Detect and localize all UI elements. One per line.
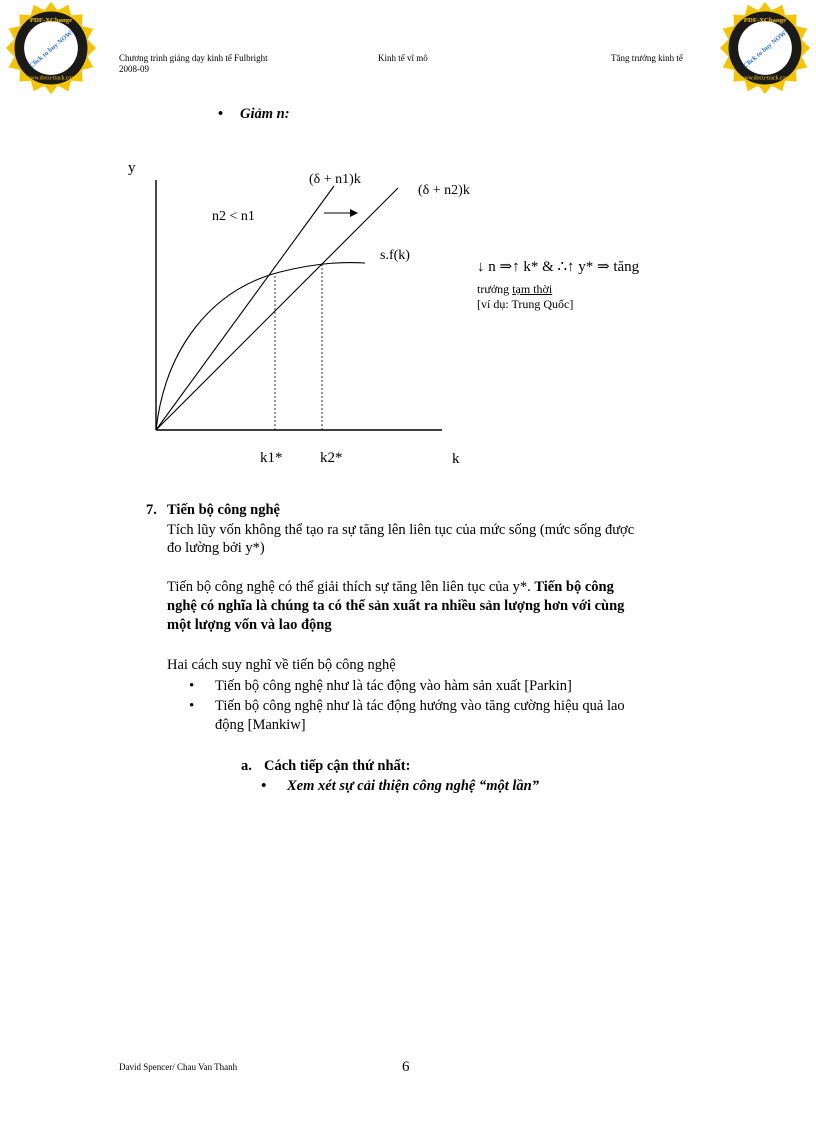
- para2-bold: Tiến bộ công: [534, 579, 614, 595]
- section-bullet-decrease-n: [218, 105, 290, 123]
- section7-para2-line1: [167, 578, 614, 596]
- badge-ring-text: PDF-XChange: [29, 17, 73, 25]
- shift-arrow-head: [350, 209, 358, 217]
- k2-label: k2*: [320, 450, 343, 466]
- pdf-xchange-badge-left[interactable]: [3, 0, 99, 96]
- badge-ring-text: PDF-XChange: [743, 17, 787, 25]
- badge-center-text: Click to buy NOW!: [742, 28, 790, 70]
- pdf-xchange-badge-right[interactable]: [717, 0, 813, 96]
- header-year: 2008-09: [119, 64, 149, 74]
- subsection-a-label: a.: [241, 758, 252, 774]
- footer-page-number: 6: [402, 1059, 410, 1075]
- line2-label: (δ + n2)k: [418, 183, 470, 198]
- footer-author: David Spencer/ Chau Van Thanh: [119, 1062, 238, 1072]
- para2-plain: Tiến bộ công nghệ có thể giải thích sự tăng lên liên tục của y*.: [167, 579, 535, 595]
- subsection-a-bullet: • Xem xét sự cải thiện công nghệ “một lần”: [287, 777, 539, 795]
- section7-para1-line2: đo lường bởi y*): [167, 540, 265, 556]
- list-item-mankiw-cont: động [Mankiw]: [215, 717, 306, 733]
- line-delta-n2: [156, 188, 398, 430]
- sf-curve: [156, 263, 365, 430]
- note-prefix: trưởng: [477, 282, 513, 296]
- k1-label: k1*: [260, 450, 283, 466]
- curve-label: s.f(k): [380, 248, 410, 263]
- section7-para2-line3: một lượng vốn và lao động: [167, 617, 332, 633]
- diagram-note-line1: ↓ n ⇒↑ k* & ∴↑ y* ⇒ tăng: [477, 259, 640, 275]
- x-axis-label: k: [452, 451, 460, 467]
- header-topic: Tăng trưởng kinh tế: [611, 53, 683, 63]
- condition-label: n2 < n1: [212, 209, 255, 224]
- section7-para3: Hai cách suy nghĩ về tiến bộ công nghệ: [167, 657, 396, 673]
- header-left: [119, 53, 268, 75]
- section7-para1-line1: Tích lũy vốn không thể tạo ra sự tăng lên liên tục của mức sống (mức sống được: [167, 522, 635, 538]
- list-item-parkin: • Tiến bộ công nghệ như là tác động vào hàm sản xuất [Parkin]: [215, 677, 572, 695]
- section7-para2-line2: nghệ có nghĩa là chúng ta có thể sản xuất ra nhiều sản lượng hơn với cùng: [167, 598, 625, 614]
- list-item-mankiw: • Tiến bộ công nghệ như là tác động hướng vào tăng cường hiệu quả lao: [215, 697, 625, 715]
- section7-title: Tiến bộ công nghệ: [167, 502, 280, 518]
- header-subject: Kinh tế vĩ mô: [378, 53, 428, 63]
- note-underlined: tạm thời: [512, 282, 553, 296]
- subsection-a-title: Cách tiếp cận thứ nhất:: [264, 758, 411, 774]
- bullet-dot: •: [218, 106, 224, 122]
- y-axis-label: y: [128, 160, 136, 176]
- badge-bottom-text: www.docu-track.com: [26, 75, 76, 82]
- header-course: Chương trình giảng dạy kinh tế Fulbright: [119, 53, 268, 63]
- diagram-note-line2: [477, 282, 552, 296]
- section7-number: 7.: [146, 502, 157, 518]
- line1-label: (δ + n1)k: [309, 172, 361, 187]
- diagram-note-line3: [ví dụ: Trung Quốc]: [477, 297, 574, 311]
- section-bullet-text: Giảm n:: [240, 106, 290, 122]
- badge-center-text: Click to buy NOW!: [28, 28, 76, 70]
- solow-diagram: [100, 150, 700, 480]
- badge-bottom-text: www.docu-track.com: [740, 75, 790, 82]
